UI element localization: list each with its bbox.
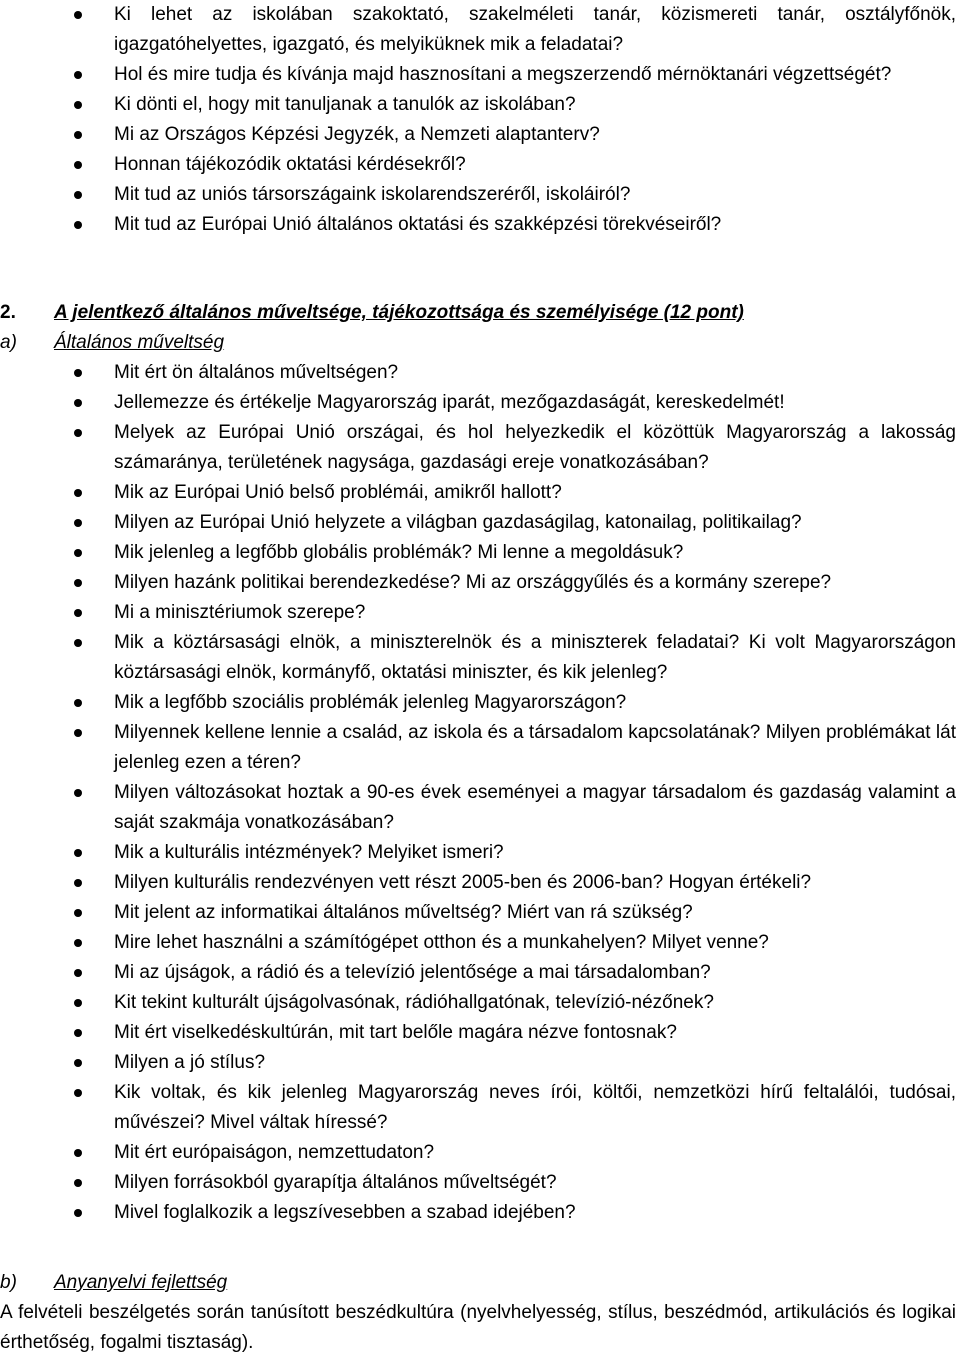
list-item — [0, 1138, 960, 1168]
list-item-text: Mit ért európaiságon, nemzettudaton? — [114, 1142, 435, 1163]
question-list-top — [0, 0, 960, 240]
list-item — [0, 90, 960, 120]
list-item — [0, 958, 960, 988]
list-item-text: Mi az újságok, a rádió és a televízió jelentősége a mai társadalomban? — [114, 962, 711, 983]
list-item-text: Milyen hazánk politikai berendezkedése? Mi az országgyűlés és a kormány szerepe? — [114, 572, 832, 593]
bullet-icon — [74, 369, 82, 377]
list-item — [0, 120, 960, 150]
subsection-heading-b — [0, 1268, 960, 1298]
bullet-icon — [74, 549, 82, 557]
list-item — [0, 180, 960, 210]
bullet-icon — [74, 191, 82, 199]
bullet-icon — [74, 939, 82, 947]
bullet-icon — [74, 1029, 82, 1037]
list-item-text: Mit tud az Európai Unió általános oktatási és szakképzési törekvéseiről? — [114, 214, 722, 235]
list-item — [0, 568, 960, 598]
question-list-a — [0, 358, 960, 1228]
bullet-icon — [74, 161, 82, 169]
bullet-icon — [74, 429, 82, 437]
section-number: 2. — [0, 302, 16, 323]
bullet-icon — [74, 1149, 82, 1157]
subsection-heading-a — [0, 328, 960, 358]
list-item-text: Mik a kulturális intézmények? Melyiket ismeri? — [114, 842, 504, 863]
bullet-icon — [74, 729, 82, 737]
bullet-icon — [74, 639, 82, 647]
bullet-icon — [74, 879, 82, 887]
subsection-letter-a: a) — [0, 332, 17, 353]
list-item — [0, 478, 960, 508]
list-item-text: Mik jelenleg a legfőbb globális problémák? Mi lenne a megoldásuk? — [114, 542, 684, 563]
bullet-icon — [74, 1089, 82, 1097]
subsection-title-b: Anyanyelvi fejlettség — [54, 1272, 228, 1293]
list-item-text: Mit jelent az informatikai általános műveltség? Miért van rá szükség? — [114, 902, 693, 923]
list-item-text: Milyennek kellene lennie a család, az iskola és a társadalom kapcsolatának? Milyen problémákat lát jelenleg ezen a téren? — [114, 722, 956, 773]
bullet-icon — [74, 1179, 82, 1187]
list-item-text: Ki lehet az iskolában szakoktató, szakelméleti tanár, közismereti tanár, osztályfőnök, igazgatóhelyettes, igazgató, és melyiküknek mik a feladatai? — [114, 4, 956, 55]
bullet-icon — [74, 1059, 82, 1067]
list-item-text: Mi a minisztériumok szerepe? — [114, 602, 366, 623]
bullet-icon — [74, 579, 82, 587]
subsection-paragraph-b: A felvételi beszélgetés során tanúsított beszédkultúra (nyelvhelyesség, stílus, beszédmód, artikulációs és logikai érthetőség, fogalmi tisztaság). — [0, 1302, 956, 1353]
list-item — [0, 898, 960, 928]
list-item — [0, 210, 960, 240]
bullet-icon — [74, 101, 82, 109]
list-item — [0, 868, 960, 898]
bullet-icon — [74, 909, 82, 917]
list-item — [0, 538, 960, 568]
bullet-icon — [74, 489, 82, 497]
list-item — [0, 1078, 960, 1138]
bullet-icon — [74, 699, 82, 707]
list-item — [0, 688, 960, 718]
bullet-icon — [74, 609, 82, 617]
list-item-text: Milyen kulturális rendezvényen vett részt 2005-ben és 2006-ban? Hogyan értékeli? — [114, 872, 812, 893]
list-item-text: Milyen változásokat hoztak a 90-es évek eseményei a magyar társadalom és gazdaság valamint a saját szakmája vonatkozásában? — [114, 782, 956, 833]
list-item — [0, 838, 960, 868]
bullet-icon — [74, 1209, 82, 1217]
bullet-icon — [74, 11, 82, 19]
bullet-icon — [74, 999, 82, 1007]
list-item-text: Mit ért ön általános műveltségen? — [114, 362, 399, 383]
bullet-icon — [74, 131, 82, 139]
bullet-icon — [74, 519, 82, 527]
list-item-text: Milyen a jó stílus? — [114, 1052, 266, 1073]
list-item-text: Kit tekint kulturált újságolvasónak, rádióhallgatónak, televízió-nézőnek? — [114, 992, 714, 1013]
list-item-text: Mit tud az uniós társországaink iskolarendszeréről, iskoláiról? — [114, 184, 631, 205]
list-item-text: Kik voltak, és kik jelenleg Magyarország neves írói, költői, nemzetközi hírű feltalálói, tudósai, művészei? Mivel váltak híressé? — [114, 1082, 956, 1133]
list-item-text: Mik a köztársasági elnök, a miniszterelnök és a miniszterek feladatai? Ki volt Magyarországon köztársasági elnök, kormányfő, oktatási miniszter, és kik jelenleg? — [114, 632, 956, 683]
list-item — [0, 628, 960, 688]
list-item-text: Mik a legfőbb szociális problémák jelenleg Magyarországon? — [114, 692, 627, 713]
list-item — [0, 358, 960, 388]
list-item-text: Mit ért viselkedéskultúrán, mit tart belőle magára nézve fontosnak? — [114, 1022, 677, 1043]
list-item-text: Mivel foglalkozik a legszívesebben a szabad idejében? — [114, 1202, 576, 1223]
subsection-letter-b: b) — [0, 1272, 17, 1293]
list-item-text: Hol és mire tudja és kívánja majd hasznosítani a megszerzendő mérnöktanári végzettségét? — [114, 64, 892, 85]
list-item — [0, 718, 960, 778]
list-item-text: Ki dönti el, hogy mit tanuljanak a tanulók az iskolában? — [114, 94, 576, 115]
list-item — [0, 1018, 960, 1048]
list-item — [0, 60, 960, 90]
list-item — [0, 988, 960, 1018]
bullet-icon — [74, 71, 82, 79]
list-item — [0, 150, 960, 180]
list-item — [0, 1198, 960, 1228]
bullet-icon — [74, 849, 82, 857]
bullet-icon — [74, 969, 82, 977]
list-item-text: Mi az Országos Képzési Jegyzék, a Nemzeti alaptanterv? — [114, 124, 600, 145]
list-item — [0, 928, 960, 958]
list-item-text: Honnan tájékozódik oktatási kérdésekről? — [114, 154, 466, 175]
section-heading — [0, 298, 960, 328]
list-item-text: Milyen forrásokból gyarapítja általános műveltségét? — [114, 1172, 557, 1193]
list-item — [0, 598, 960, 628]
section-title: A jelentkező általános műveltsége, tájékozottsága és személyisége (12 pont) — [54, 302, 744, 323]
subsection-title-a: Általános műveltség — [54, 332, 225, 353]
list-item-text: Milyen az Európai Unió helyzete a világban gazdaságilag, katonailag, politikailag? — [114, 512, 802, 533]
bullet-icon — [74, 789, 82, 797]
list-item-text: Mire lehet használni a számítógépet otthon és a munkahelyen? Milyet venne? — [114, 932, 769, 953]
list-item — [0, 388, 960, 418]
bullet-icon — [74, 221, 82, 229]
list-item — [0, 508, 960, 538]
list-item — [0, 1168, 960, 1198]
list-item — [0, 418, 960, 478]
list-item-text: Jellemezze és értékelje Magyarország iparát, mezőgazdaságát, kereskedelmét! — [114, 392, 785, 413]
list-item — [0, 1048, 960, 1078]
list-item — [0, 0, 960, 60]
bullet-icon — [74, 399, 82, 407]
list-item-text: Melyek az Európai Unió országai, és hol helyezkedik el közöttük Magyarország a lakosság számaránya, területének nagysága, gazdasági ereje vonatkozásában? — [114, 422, 956, 473]
list-item-text: Mik az Európai Unió belső problémái, amikről hallott? — [114, 482, 562, 503]
list-item — [0, 778, 960, 838]
